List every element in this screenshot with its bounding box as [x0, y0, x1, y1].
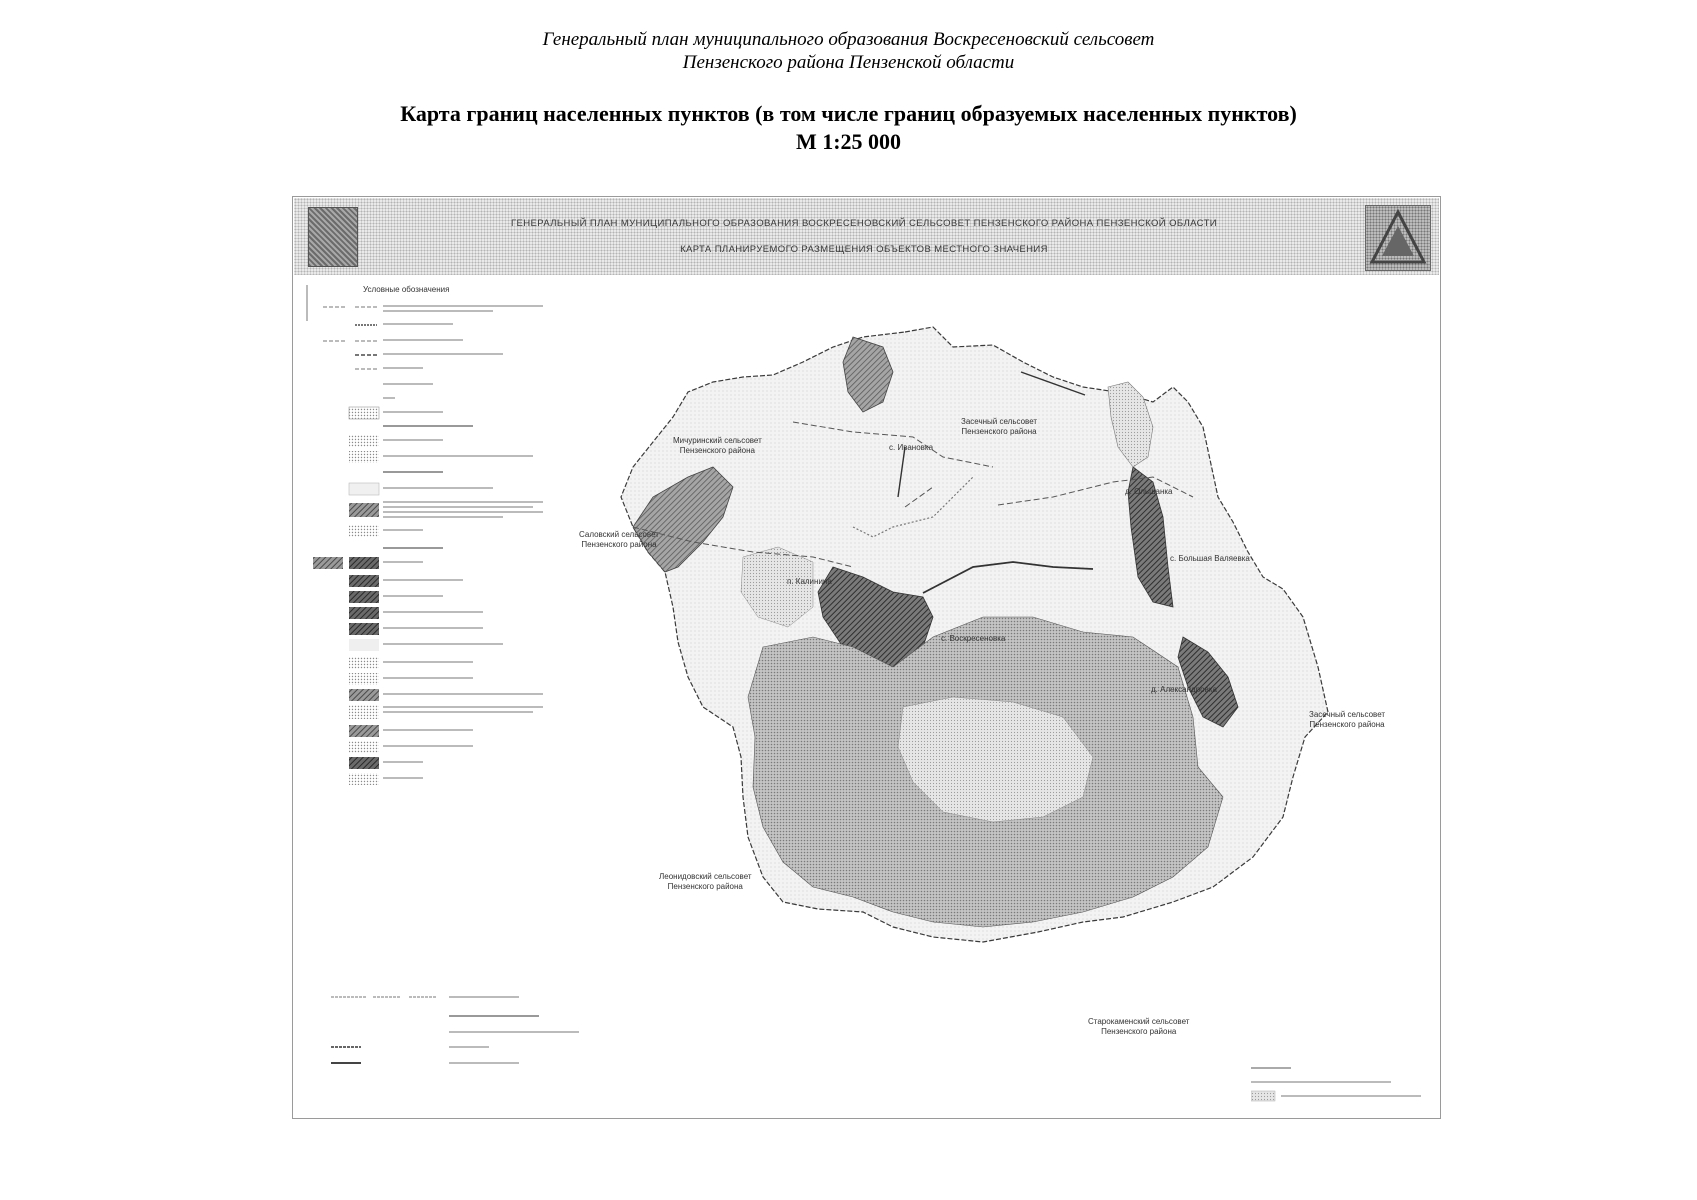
neighbor-label: Старокаменский сельсовет Пензенского района [1088, 1017, 1190, 1036]
bottom-legend-symbols [321, 989, 621, 1079]
settlement-label: с. Воскресеновка [941, 634, 1006, 643]
neighbor-label: Саловский сельсовет Пензенского района [579, 530, 659, 549]
neighbor-label: Засечный сельсовет Пензенского района [1309, 710, 1386, 729]
settlement-label: д. Ольшанка [1125, 487, 1173, 496]
scale-text: М 1:25 000 [795, 129, 902, 154]
map-area [293, 197, 1440, 1118]
bottom-legend [321, 989, 621, 1079]
document-header [0, 28, 1697, 74]
settlement-label: п. Калинина [787, 577, 832, 586]
neighbor-label: Засечный сельсовет Пензенского района [961, 417, 1038, 436]
document-title [0, 100, 1697, 156]
notes-symbols [1251, 1065, 1431, 1110]
header-line-2: Пензенского района Пензенской области [682, 52, 1015, 73]
legend-heading: Условные обозначения [363, 285, 450, 294]
settlement-label: д. Александровка [1151, 685, 1217, 694]
banner-title: ГЕНЕРАЛЬНЫЙ ПЛАН МУНИЦИПАЛЬНОГО ОБРАЗОВАНИЯ ВОСКРЕСЕНОВСКИЙ СЕЛЬСОВЕТ ПЕНЗЕНСКОГО РАЙОНА ПЕНЗЕНСКОЙ ОБЛАСТИ [510, 218, 1218, 229]
municipality-map [293, 197, 1440, 1118]
neighbor-label: Мичуринский сельсовет Пензенского района [673, 436, 762, 455]
notes-block [1251, 1065, 1431, 1110]
neighbor-label: Леонидовский сельсовет Пензенского района [659, 872, 752, 891]
settlement-label: с. Большая Валяевка [1170, 554, 1250, 563]
header-line-1: Генеральный план муниципального образования Воскресеновский сельсовет [542, 29, 1155, 50]
map-sheet [292, 196, 1441, 1119]
settlement-label: с. Ивановка [889, 443, 934, 452]
title-text: Карта границ населенных пунктов (в том числе границ образуемых населенных пунктов) [400, 101, 1297, 126]
banner-subtitle: КАРТА ПЛАНИРУЕМОГО РАЗМЕЩЕНИЯ ОБЪЕКТОВ МЕСТНОГО ЗНАЧЕНИЯ [680, 244, 1048, 255]
